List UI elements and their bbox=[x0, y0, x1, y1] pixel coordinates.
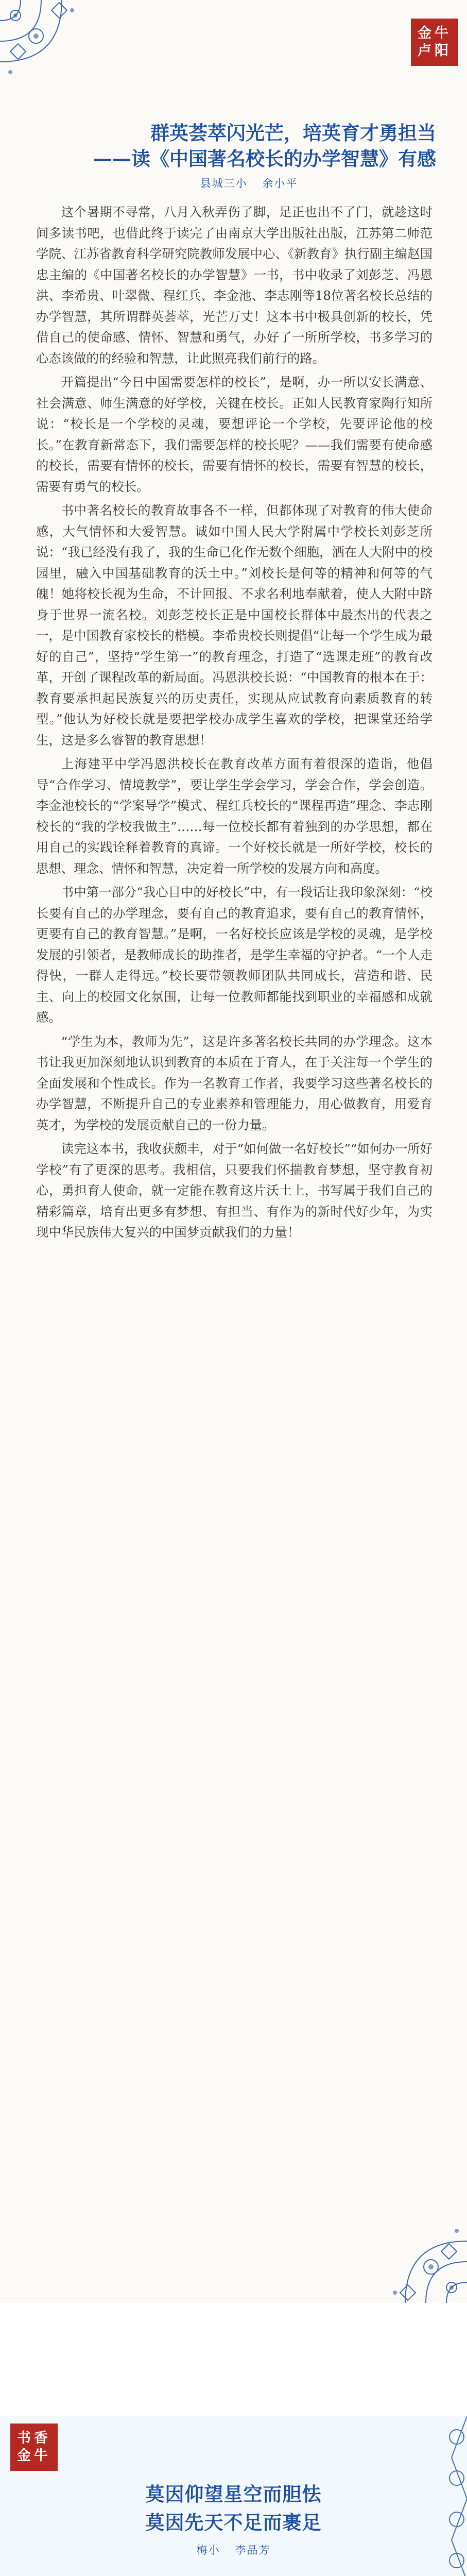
article-1-paragraph: 这个暑期不寻常，八月入秋弄伤了脚，足正也出不了门，就趁这时间多读书吧，也借此终于读完了由南京大学出版社出版，江苏第二师范学院、江苏省教育科学研究院教师发展中心、《新教育》执行副主编赵国忠主编的《中国著名校长的办学智慧》一书，书中收录了刘彭芝、冯恩洪、李希贵、叶翠微、程红兵、李金池、李志刚等18位著名校长总结的办学智慧，其所谓群英荟萃，光芒万丈！这本书中极具创新的校长，凭借自己的使命感、情怀、智慧和勇气，办好了一所所学校，书多学习的心态该做的的经验和智慧，让此照亮我们前行的路。 bbox=[36, 205, 433, 366]
side-ornament-right bbox=[431, 2416, 467, 2576]
article-1-school: 县城三小 bbox=[200, 177, 248, 190]
article-2-byline bbox=[51, 2542, 416, 2557]
article-2-title-line-1: 莫因仰望星空而胆怯 bbox=[145, 2483, 322, 2505]
article-2-school: 梅小 bbox=[196, 2544, 220, 2556]
stamp-2-line-2: 金牛 bbox=[17, 2448, 51, 2464]
article-1-author: 余小平 bbox=[262, 177, 298, 190]
article-1-paragraph: 书中著名校长的教育故事各不一样，但都体现了对教育的伟大使命感，大气情怀和大爱智慧。诚如中国人民大学附属中学校长刘彭芝所说：“我已经没有我了，我的生命已化作无数个细胞，洒在人大附中的校园里，融入中国基础教育的沃土中。”刘校长是何等的精神和何等的气魄！她将校长视为生命，不计回报、不求名利地奉献着，使人大附中跻身于世界一流名校。刘彭芝校长正是中国校长群体中最杰出的代表之一，是中国教育家校长的楷模。李希贵校长则提倡“让每一个学生成为最好的自己”，坚持“学生第一”的教育理念，打造了“选课走班”的教育改革，开创了课程改革的新局面。冯恩洪校长说：“中国教育的根本在于：教育要承担起民族复兴的历史责任，实现从应试教育向素质教育的转型。”他认为好校长就是要把学校办成学生喜欢的学校，把课堂还给学生，这是多么睿智的教育思想！ bbox=[36, 503, 433, 748]
stamp-2-line-1: 书香 bbox=[17, 2430, 51, 2446]
section-divider bbox=[0, 2303, 467, 2416]
stamp-line-2: 卢阳 bbox=[418, 43, 452, 59]
article-1-title-block bbox=[62, 121, 436, 191]
article-2-author: 李晶芳 bbox=[235, 2544, 271, 2556]
article-1-paragraph: 开篇提出“今日中国需要怎样的校长”，是啊，办一所以安长满意、社会满意、师生满意的好学校，关键在校长。正如人民教育家陶行知所说：“校长是一个学校的灵魂，要想评论一个学校，先要评论他的校长。”在教育新常态下，我们需要怎样的校长呢？——我们需要有使命感的校长，需要有情怀的校长，需要有情怀的校长，需要有智慧的校长，需要有勇气的校长。 bbox=[36, 375, 433, 494]
article-section-2 bbox=[0, 2416, 467, 2576]
corner-ornament-top-left bbox=[0, 0, 108, 108]
article-1-paragraph: “学生为本，教师为先”，这是许多著名校长共同的办学理念。这本书让我更加深刻地认识到教育的本质在于育人，在于关注每一个学生的全面发展和个性成长。作为一名教育工作者，我要学习这些著名校长的办学智慧，不断提升自己的专业素养和管理能力，用心做教育，用爱育英才，为学校的发展贡献自己的一份力量。 bbox=[36, 1033, 433, 1132]
article-1-body bbox=[36, 202, 433, 1246]
article-1-title-line-1: 群英荟萃闪光芒，培英育才勇担当 bbox=[150, 122, 436, 144]
column-stamp bbox=[411, 19, 458, 66]
article-1-paragraph: 上海建平中学冯恩洪校长在教育改革方面有着很深的造诣，他倡导“合作学习、情境教学”，要让学生学会学习，学会合作，学会创造。李金池校长的“学案导学”模式、程红兵校长的“课程再造”理念、李志刚校长的“我的学校我做主”……每一位校长都有着独到的办学思想，都在用自己的实践诠释着教育的真谛。一个好校长就是一所好学校，校长的思想、理念、情怀和智慧，决定着一所学校的发展方向和高度。 bbox=[36, 756, 433, 876]
column-stamp-2 bbox=[10, 2424, 58, 2471]
article-1-byline bbox=[62, 175, 436, 191]
stamp-line-1: 金牛 bbox=[418, 25, 452, 41]
article-2-title-line-2: 莫因先天不足而裹足 bbox=[145, 2511, 322, 2534]
article-1-paragraph: 书中第一部分“我心目中的好校长”中，有一段话让我印象深刻：“校长要有自己的办学理念，要有自己的教育追求，要有自己的教育情怀，更要有自己的教育智慧。”是啊，一名好校长应该是学校的灵魂，是学校发展的引领者，是教师成长的助推者，是学生幸福的守护者。“一个人走得快，一群人走得远。”校长要带领教师团队共同成长，营造和谐、民主、向上的校园文化氛围，让每一位教师都能找到职业的幸福感和成就感。 bbox=[36, 885, 433, 1025]
article-2-title-block bbox=[51, 2480, 416, 2557]
corner-ornament-bottom-right bbox=[359, 2195, 467, 2303]
article-1-paragraph: 读完这本书，我收获颇丰，对于“如何做一名好校长”“如何办一所好学校”有了更深的思考。我相信，只要我们怀揣教育梦想，坚守教育初心，勇担育人使命，就一定能在教育这片沃土上，书写属于我们自己的精彩篇章，培育出更多有梦想、有担当、有作为的新时代好少年，为实现中华民族伟大复兴的中国梦贡献我们的力量！ bbox=[36, 1141, 433, 1240]
article-1-title-line-2: ——读《中国著名校长的办学智慧》有感 bbox=[93, 148, 436, 170]
